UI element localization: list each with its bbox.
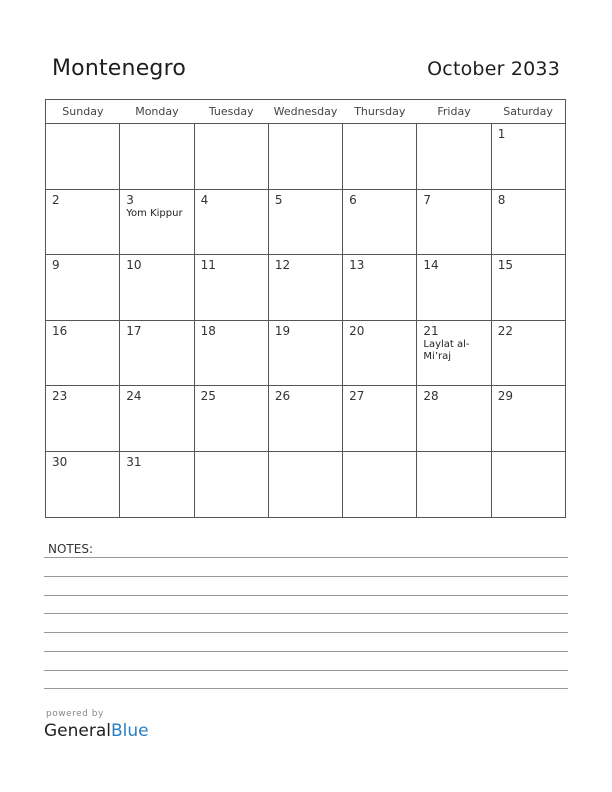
day-number: 24	[126, 389, 142, 404]
day-cell	[120, 386, 194, 452]
day-cell	[46, 255, 120, 321]
day-number: 11	[200, 258, 216, 273]
calendar-grid	[45, 99, 566, 518]
day-cell	[268, 320, 342, 386]
day-cell	[194, 189, 268, 255]
day-number: 14	[423, 258, 439, 273]
day-cell	[417, 189, 491, 255]
day-number: 4	[200, 192, 209, 207]
notes-line	[44, 613, 568, 614]
day-cell	[268, 255, 342, 321]
notes-line	[44, 632, 568, 633]
weekday-header-row	[46, 100, 566, 124]
calendar-country-title: Montenegro	[52, 56, 187, 81]
notes-line	[44, 576, 568, 577]
day-cell	[194, 124, 268, 190]
notes-label: NOTES:	[48, 542, 93, 556]
weekday-friday: Friday	[417, 100, 491, 124]
day-number: 3	[126, 192, 134, 207]
day-cell	[491, 386, 565, 452]
day-number: 13	[349, 258, 365, 273]
day-cell	[491, 124, 565, 190]
week-row	[46, 255, 566, 321]
day-number: 28	[423, 389, 439, 404]
day-cell	[343, 255, 417, 321]
day-cell	[268, 124, 342, 190]
day-cell	[417, 386, 491, 452]
day-cell	[194, 451, 268, 517]
week-row	[46, 124, 566, 190]
day-cell	[343, 124, 417, 190]
day-number: 1	[497, 127, 506, 141]
day-cell	[46, 386, 120, 452]
day-number: 25	[200, 389, 216, 404]
day-number: 19	[274, 323, 291, 338]
day-number: 31	[126, 454, 142, 469]
day-cell	[120, 255, 194, 321]
weekday-tuesday: Tuesday	[194, 100, 268, 124]
day-number: 6	[349, 192, 357, 207]
day-number: 17	[126, 323, 142, 338]
notes-line	[44, 557, 568, 558]
day-cell	[120, 320, 194, 386]
day-cell	[343, 386, 417, 452]
generalblue-logo[interactable]	[44, 721, 149, 741]
day-number: 7	[423, 192, 432, 207]
day-number: 16	[52, 323, 68, 338]
notes-line	[44, 651, 568, 652]
notes-line	[44, 670, 568, 671]
day-cell	[417, 451, 491, 517]
day-number: 29	[497, 389, 513, 404]
day-cell	[491, 255, 565, 321]
day-number: 10	[126, 258, 142, 273]
day-cell	[491, 451, 565, 517]
weekday-sunday: Sunday	[46, 100, 120, 124]
day-cell	[417, 255, 491, 321]
day-cell	[46, 124, 120, 190]
weekday-thursday: Thursday	[343, 100, 417, 124]
week-row	[46, 451, 566, 517]
day-number: 5	[274, 192, 283, 207]
day-number: 26	[274, 389, 291, 404]
day-cell	[268, 189, 342, 255]
day-cell	[46, 189, 120, 255]
day-number: 2	[52, 192, 60, 207]
day-number: 8	[497, 192, 506, 207]
day-cell	[46, 320, 120, 386]
day-cell	[491, 320, 565, 386]
day-cell	[194, 320, 268, 386]
day-number: 20	[349, 323, 365, 338]
day-cell	[491, 189, 565, 255]
day-cell	[343, 189, 417, 255]
day-cell	[417, 320, 491, 386]
day-cell	[268, 386, 342, 452]
day-number: 18	[200, 323, 216, 338]
day-number: 9	[52, 258, 60, 273]
day-cell	[268, 451, 342, 517]
day-cell	[120, 451, 194, 517]
powered-by-text: powered by	[46, 709, 104, 719]
day-number: 23	[52, 389, 68, 404]
calendar-month-title: October 2033	[427, 58, 560, 80]
weekday-wednesday: Wednesday	[268, 100, 342, 124]
notes-line	[44, 688, 568, 689]
holiday-label: Laylat al-Mi’raj	[423, 338, 470, 362]
week-row	[46, 189, 566, 255]
weekday-monday: Monday	[120, 100, 194, 124]
day-cell	[120, 189, 194, 255]
day-cell	[343, 451, 417, 517]
day-number: 22	[497, 323, 513, 338]
day-cell	[120, 124, 194, 190]
brand-general: General	[44, 721, 111, 741]
notes-line	[44, 595, 568, 596]
day-cell	[46, 451, 120, 517]
day-number: 21	[423, 323, 439, 338]
day-cell	[417, 124, 491, 190]
week-row	[46, 320, 566, 386]
day-cell	[194, 386, 268, 452]
day-number: 27	[349, 389, 365, 404]
day-cell	[194, 255, 268, 321]
week-row	[46, 386, 566, 452]
day-number: 15	[497, 258, 513, 273]
brand-blue: Blue	[111, 721, 149, 741]
weekday-saturday: Saturday	[491, 100, 565, 124]
holiday-label: Yom Kippur	[126, 207, 183, 219]
day-cell	[343, 320, 417, 386]
day-number: 30	[52, 454, 68, 469]
day-number: 12	[274, 258, 291, 273]
